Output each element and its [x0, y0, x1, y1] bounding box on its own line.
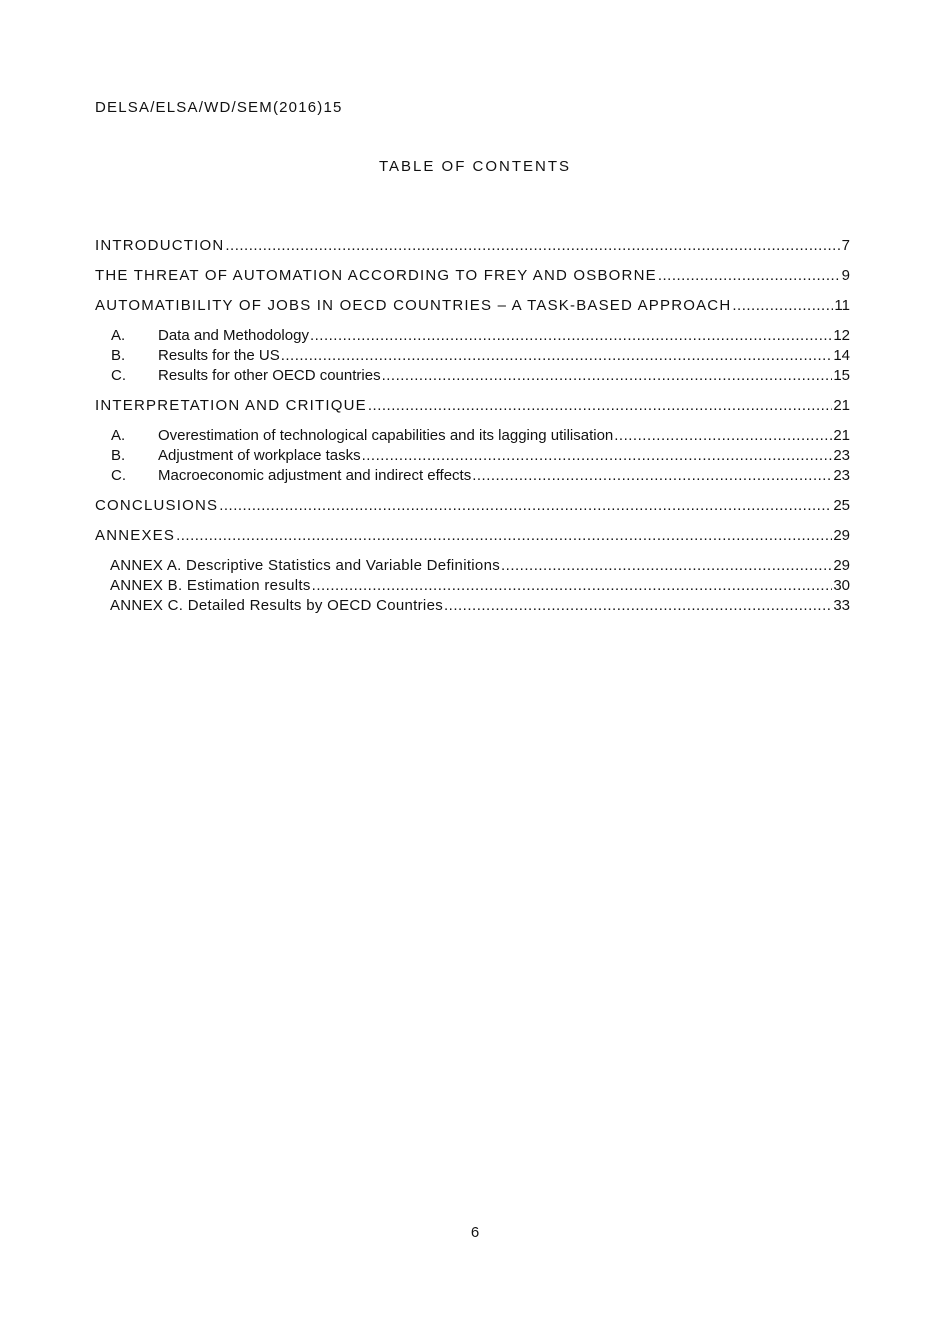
toc-entry-text: Adjustment of workplace tasks [158, 447, 361, 464]
toc-entry-page: 23 [833, 467, 850, 484]
toc-entry-text: ANNEX C. Detailed Results by OECD Countries [110, 597, 444, 614]
toc-subentry-macroeconomic[interactable] [95, 466, 850, 486]
toc-entry-interpretation-critique[interactable] [95, 396, 850, 416]
dot-leader [658, 266, 841, 286]
toc-entry-text: Macroeconomic adjustment and indirect effects [158, 467, 472, 484]
toc-entry-threat-of-automation[interactable] [95, 266, 850, 286]
dot-leader [501, 556, 832, 576]
toc-entry-page: 11 [834, 297, 850, 314]
toc-subentry-results-us[interactable] [95, 346, 850, 366]
dot-leader [732, 296, 833, 316]
toc-subentry-annex-c[interactable] [95, 596, 850, 616]
toc-entry-text: ANNEX A. Descriptive Statistics and Variable Definitions [110, 557, 501, 574]
toc-entry-page: 33 [833, 597, 850, 614]
page-number: 6 [470, 1224, 480, 1241]
toc-entry-text: AUTOMATIBILITY OF JOBS IN OECD COUNTRIES – A TASK-BASED APPROACH [95, 297, 732, 314]
toc-entry-page: 12 [833, 327, 850, 344]
dot-leader [382, 366, 833, 386]
toc-entry-marker: A. [111, 427, 126, 444]
toc-entry-text: ANNEXES [95, 527, 176, 544]
dot-leader [614, 426, 832, 446]
toc-entry-text: CONCLUSIONS [95, 497, 219, 514]
toc-title: TABLE OF CONTENTS [378, 158, 572, 175]
toc-subentry-annex-b[interactable] [95, 576, 850, 596]
toc-entry-marker: A. [111, 327, 126, 344]
toc-subentry-workplace-tasks[interactable] [95, 446, 850, 466]
toc-entry-page: 23 [833, 447, 850, 464]
toc-entry-text: Results for other OECD countries [158, 367, 381, 384]
dot-leader [362, 446, 833, 466]
toc-entry-introduction[interactable] [95, 236, 850, 256]
toc-entry-automatibility[interactable] [95, 296, 850, 316]
toc-entry-text: ANNEX B. Estimation results [110, 577, 311, 594]
toc-entry-page: 25 [833, 497, 850, 514]
dot-leader [281, 346, 833, 366]
toc-entry-text: INTERPRETATION AND CRITIQUE [95, 397, 367, 414]
toc-entry-marker: B. [111, 447, 126, 464]
toc-entry-marker: C. [111, 467, 126, 484]
toc-entry-conclusions[interactable] [95, 496, 850, 516]
toc-entry-text: Results for the US [158, 347, 280, 364]
dot-leader [176, 526, 832, 546]
table-of-contents [95, 236, 850, 616]
dot-leader [312, 576, 833, 596]
toc-subentry-overestimation[interactable] [95, 426, 850, 446]
dot-leader [368, 396, 832, 416]
dot-leader [225, 236, 840, 256]
toc-entry-text: INTRODUCTION [95, 237, 225, 254]
toc-entry-page: 21 [833, 427, 850, 444]
toc-entry-page: 7 [841, 237, 850, 254]
dot-leader [310, 326, 832, 346]
toc-entry-page: 15 [833, 367, 850, 384]
toc-entry-page: 21 [833, 397, 850, 414]
document-reference: DELSA/ELSA/WD/SEM(2016)15 [95, 99, 343, 116]
toc-subentry-annex-a[interactable] [95, 556, 850, 576]
toc-subentry-results-other-oecd[interactable] [95, 366, 850, 386]
toc-entry-marker: C. [111, 367, 126, 384]
dot-leader [472, 466, 832, 486]
toc-entry-text: Overestimation of technological capabilities and its lagging utilisation [158, 427, 614, 444]
toc-entry-text: THE THREAT OF AUTOMATION ACCORDING TO FREY AND OSBORNE [95, 267, 657, 284]
toc-entry-page: 30 [833, 577, 850, 594]
dot-leader [219, 496, 832, 516]
toc-subentry-data-methodology[interactable] [95, 326, 850, 346]
toc-entry-marker: B. [111, 347, 126, 364]
toc-entry-page: 29 [833, 557, 850, 574]
toc-entry-page: 14 [833, 347, 850, 364]
dot-leader [444, 596, 832, 616]
toc-entry-page: 9 [841, 267, 850, 284]
toc-entry-text: Data and Methodology [158, 327, 309, 344]
toc-entry-annexes[interactable] [95, 526, 850, 546]
toc-entry-page: 29 [833, 527, 850, 544]
